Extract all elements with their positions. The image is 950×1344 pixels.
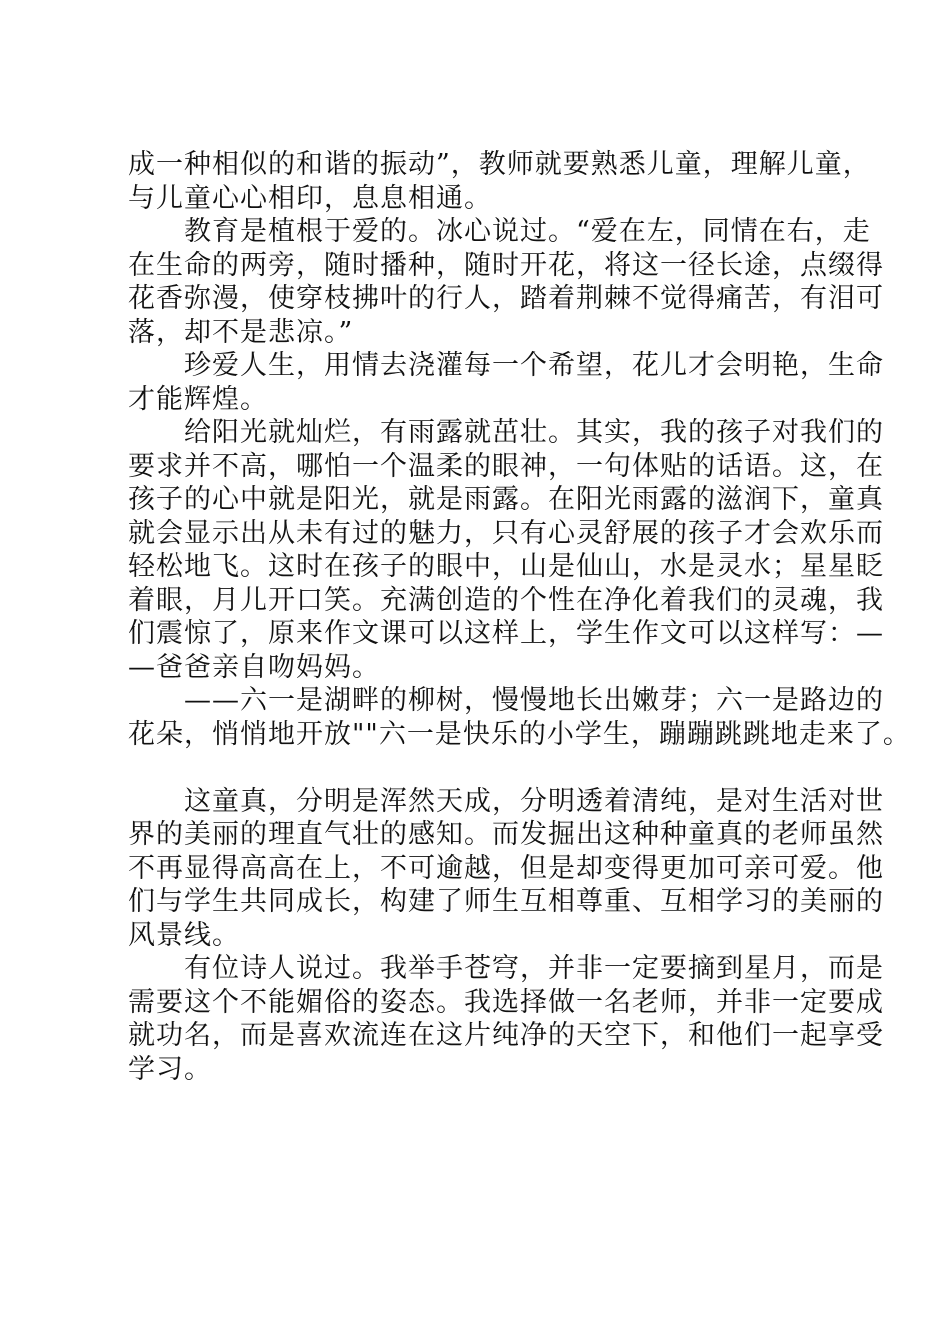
text-line: 着眼，月儿开口笑。充满创造的个性在净化着我们的灵魂，我 xyxy=(128,584,884,616)
text-line: 不再显得高高在上，不可逾越，但是却变得更加可亲可爱。他 xyxy=(128,852,884,884)
paragraph-start-line: 珍爱人生，用情去浇灌每一个希望，花儿才会明艳，生命 xyxy=(184,350,884,381)
text-line: 才能辉煌。 xyxy=(128,383,268,415)
text-line: 们与学生共同成长，构建了师生互相尊重、互相学习的美丽的 xyxy=(128,886,884,917)
paragraph-start-line: ——六一是湖畔的柳树，慢慢地长出嫩芽；六一是路边的 xyxy=(184,685,884,716)
text-line: 需要这个不能媚俗的姿态。我选择做一名老师，并非一定要成 xyxy=(128,986,884,1018)
text-line: 成一种相似的和谐的振动”，教师就要熟悉儿童，理解儿童， xyxy=(128,149,871,180)
text-line: 们震惊了，原来作文课可以这样上，学生作文可以这样写：— xyxy=(128,618,884,649)
document-body xyxy=(128,148,911,1086)
text-line: 就会显示出从未有过的魅力，只有心灵舒展的孩子才会欢乐而 xyxy=(128,517,884,549)
text-line: 轻松地飞。这时在孩子的眼中，山是仙山，水是灵水；星星眨 xyxy=(128,551,884,582)
text-line: 花香弥漫，使穿枝拂叶的行人，踏着荆棘不觉得痛苦，有泪可 xyxy=(128,283,884,314)
text-line: 与儿童心心相印，息息相通。 xyxy=(128,182,492,214)
text-line: 界的美丽的理直气壮的感知。而发掘出这种种童真的老师虽然 xyxy=(128,819,884,850)
text-line: 要求并不高，哪怕一个温柔的眼神，一句体贴的话语。这，在 xyxy=(128,450,884,482)
text-line: 孩子的心中就是阳光，就是雨露。在阳光雨露的滋润下，童真 xyxy=(128,484,884,515)
text-line: 花朵，悄悄地开放""六一是快乐的小学生，蹦蹦跳跳地走来了。 xyxy=(128,718,911,750)
text-line: 在生命的两旁，随时播种，随时开花，将这一径长途，点缀得 xyxy=(128,249,884,281)
text-line: 落，却不是悲凉。” xyxy=(128,316,354,348)
paragraph-start-line: 教育是植根于爱的。冰心说过。“爱在左，同情在右，走 xyxy=(184,216,871,247)
paragraph-start-line: 给阳光就灿烂，有雨露就茁壮。其实，我的孩子对我们的 xyxy=(184,417,884,448)
text-line: 风景线。 xyxy=(128,919,240,951)
text-line: 学习。 xyxy=(128,1053,212,1085)
paragraph-gap xyxy=(128,751,836,785)
paragraph-start-line: 这童真，分明是浑然天成，分明透着清纯，是对生活对世 xyxy=(184,785,884,817)
text-line: —爸爸亲自吻妈妈。 xyxy=(128,651,380,683)
text-line: 就功名，而是喜欢流连在这片纯净的天空下，和他们一起享受 xyxy=(128,1020,884,1051)
paragraph-start-line: 有位诗人说过。我举手苍穹，并非一定要摘到星月，而是 xyxy=(184,953,884,984)
